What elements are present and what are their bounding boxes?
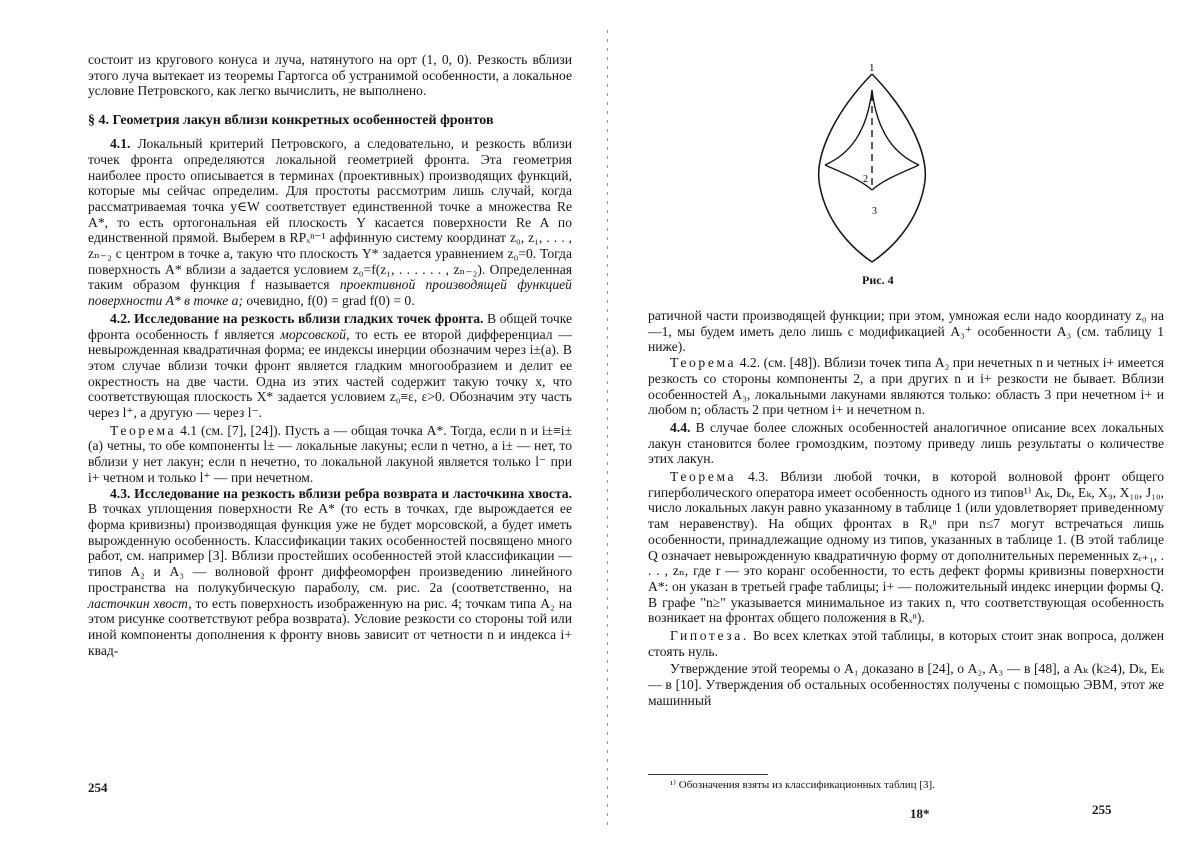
- paragraph-4-4: [648, 420, 1164, 467]
- paragraph-4-1-number: 4.1.: [110, 136, 131, 152]
- left-page-number: 254: [88, 780, 108, 795]
- paragraph-4-3-text-b: то есть поверхность изображенную на рис. 4; точкам типа A₂ на этом рисунке соответствуют ребра возврата). Условие резкости со стороны той или иной компоненты дополнения к фронту вновь зависит от четности n и индекса i+ квад-: [88, 595, 573, 658]
- theorem-4-1-word: Теорема: [110, 422, 177, 438]
- theorem-4-2-text: 4.2. (см. [48]). Вблизи точек типа A₂ при нечетных n и четных i+ имеется резкость со стороны компоненты 2, а при других n и i+ резкости не бывает. Вблизи особенностей A₃, локальными лакунами являются только: область 3 при нечетном i+ и любом n; область 2 при четном i+ и нечетном n.: [648, 355, 1164, 418]
- region-2-label: 2: [863, 174, 868, 185]
- paragraph-4-3-emphasis: ласточкин хвост,: [88, 595, 192, 611]
- theorem-4-1: [88, 423, 572, 486]
- paragraph-4-2-heading: 4.2. Исследование на резкость вблизи гладких точек фронта.: [110, 310, 484, 326]
- footnote-rule: [648, 774, 768, 775]
- paragraph-4-1-end: очевидно, f(0) = grad f(0) = 0.: [246, 293, 415, 309]
- paragraph-4-2: [88, 311, 572, 421]
- paragraph-4-2-emphasis: морсовской,: [280, 326, 350, 342]
- paragraph-4-4-text: В случае более сложных особенностей аналогичное описание всех локальных лакун становится более громоздким, поэтому приведу лишь результаты о количестве этих лакун.: [648, 419, 1164, 467]
- paragraph-4-3-heading: 4.3. Исследование на резкость вблизи ребра возврата и ласточкина хвоста.: [110, 485, 572, 501]
- paragraph-4-3-text-a: В точках уплощения поверхности Re A* (то есть в точках, где вырождается ее форма кривизны) производящая функция уже не будет морсовской, а будет иметь вырожденную особенность. Классификации таких особенностей посвящено много работ, см. например [3]. Вблизи простейших особенностей этой классификации — типов A₂ и A₃ — волновой фронт диффеоморфен произведению линейного пространства на полукубическую параболу, см. рис. 2а (соответственно, на: [88, 501, 572, 595]
- right-lower-wing: [872, 165, 919, 190]
- figure-caption: Рис. 4: [862, 273, 894, 287]
- swallowtail-diagram: [795, 62, 965, 272]
- section-4-heading: § 4. Геометрия лакун вблизи конкретных особенностей фронтов: [88, 113, 494, 129]
- final-paragraph: Утверждение этой теоремы о A₁ доказано в [24], о A₂, A₃ — в [48], а Aₖ (k≥4), Dₖ, Eₖ — в [10]. Утверждения об остальных особенностях получены с помощью ЭВМ, этот же машинный: [648, 661, 1164, 708]
- right-text-column: [648, 308, 1164, 709]
- left-text-column: [88, 52, 572, 658]
- paragraph-4-2-text-a: В общей точке фронта особенность f является: [88, 310, 573, 342]
- theorem-4-3-text: 4.3. Вблизи любой точки, в которой волновой фронт общего гиперболического оператора имеет особенность одного из типов¹⁾ Aₖ, Dₖ, Eₖ, X₉, X₁₀, J₁₀, число локальных лакун равно указанному в таблице 1 (или удовлетворяет приведенному там неравенству). На общих фронтах в Rₓⁿ при n≤7 могут встречаться лишь особенности, принадлежащие одному из типов, указанных в таблице 1. (В этой таблице Q означает невырожденную квадратичную форму от дополнительных переменных zᵣ₊₁, . . . , zₙ, где r — это коранг особенности, то есть дефект формы кривизны поверхности A*: он указан в третьей графе таблицы; i+ — положительный индекс инерции формы Q. В графе "n≥" указывается минимальное из таких n, что соответствующая особенность возникает на фронтах общего положения в Rₓⁿ).: [648, 469, 1164, 626]
- right-page: [600, 0, 1200, 848]
- hypothesis-text: Во всех клетках этой таблицы, в которых стоит знак вопроса, должен стоять нуль.: [648, 628, 1164, 659]
- left-outer-curve: [819, 74, 872, 262]
- region-3-label: 3: [872, 206, 877, 217]
- paragraph-4-3: [88, 486, 572, 659]
- paragraph-4-2-text-b: то есть ее второй дифференциал — невырожденная квадратичная форма; ее индексы инерции обозначим через i±(a). В этом случае вблизи точки фронт является гладким многообразием и делит ее окрестность на две части. Одна из этих частей содержит такую точку x, что соответствующая плоскость X* задается условием z₀≡ε, ε>0. Обозначим эту часть через l⁺, а другую — через l⁻.: [88, 326, 572, 421]
- paragraph-4-1-text: Локальный критерий Петровского, а следовательно, и резкость вблизи точек фронта определяются локальной геометрией фронта. Эта геометрия наиболее просто описывается в терминах (проективных) производящих функций, которые мы сейчас определим. Для простоты рассмотрим лишь случай, когда рассматриваемая точка y∈W соответствует единственной точке a множества Re A*, то есть ортогональная ей плоскость Y касается поверхности Re A по единственной прямой. Выберем в RPₓⁿ⁻¹ аффинную систему координат z₀, z₁, . . . , zₙ₋₂ с центром в точке a, такую что плоскость Y* задается уравнением z₀=0. Тогда поверхность A* вблизи a задается условием z₀=f(z₁, . . . . . . , zₙ₋₂). Определенная таким образом функция f называется: [88, 136, 572, 293]
- signature-mark: 18*: [910, 806, 930, 821]
- region-1-label: 1: [869, 62, 875, 74]
- right-page-number: 255: [1092, 802, 1112, 817]
- theorem-4-2: [648, 355, 1164, 418]
- footnote: ¹⁾ Обозначения взяты из классификационных таблиц [3].: [670, 779, 935, 791]
- continuation-paragraph: ратичной части производящей функции; при этом, умножая если надо координату z₀ на —1, мы будем иметь дело лишь с модификацией A₃⁺ особенности A₃ (см. таблицу 1 ниже).: [648, 308, 1164, 355]
- theorem-4-3-word: Теорема: [670, 469, 737, 485]
- theorem-4-2-word: Теорема: [670, 355, 737, 371]
- hypothesis-word: Гипотеза.: [670, 628, 749, 644]
- paragraph-4-1-emphasis: проективной производящей функцией поверхности A* в точке a;: [88, 277, 572, 309]
- right-outer-curve: [872, 74, 925, 262]
- figure-swallowtail: [795, 62, 965, 272]
- theorem-4-1-text: 4.1 (см. [7], [24]). Пусть a — общая точка A*. Тогда, если n и i±≡i±(a) четны, то обе компоненты l± — локальные лакуны; если n четно, а i± — нет, то вблизи y нет лакун; если n нечетно, то локальной лакуной является только l⁻ при i+ четном и только l⁺ — при нечетном.: [88, 422, 572, 485]
- hypothesis-paragraph: [648, 628, 1164, 659]
- intro-paragraph: состоит из кругового конуса и луча, натянутого на орт (1, 0, 0). Резкость вблизи этого луча вытекает из теоремы Гартогса об устранимой особенности, а локальное условие Петровского, как легко вычислить, не выполнено.: [88, 52, 572, 99]
- paragraph-4-4-number: 4.4.: [670, 419, 691, 435]
- paragraph-4-1: [88, 136, 572, 309]
- theorem-4-3: [648, 469, 1164, 626]
